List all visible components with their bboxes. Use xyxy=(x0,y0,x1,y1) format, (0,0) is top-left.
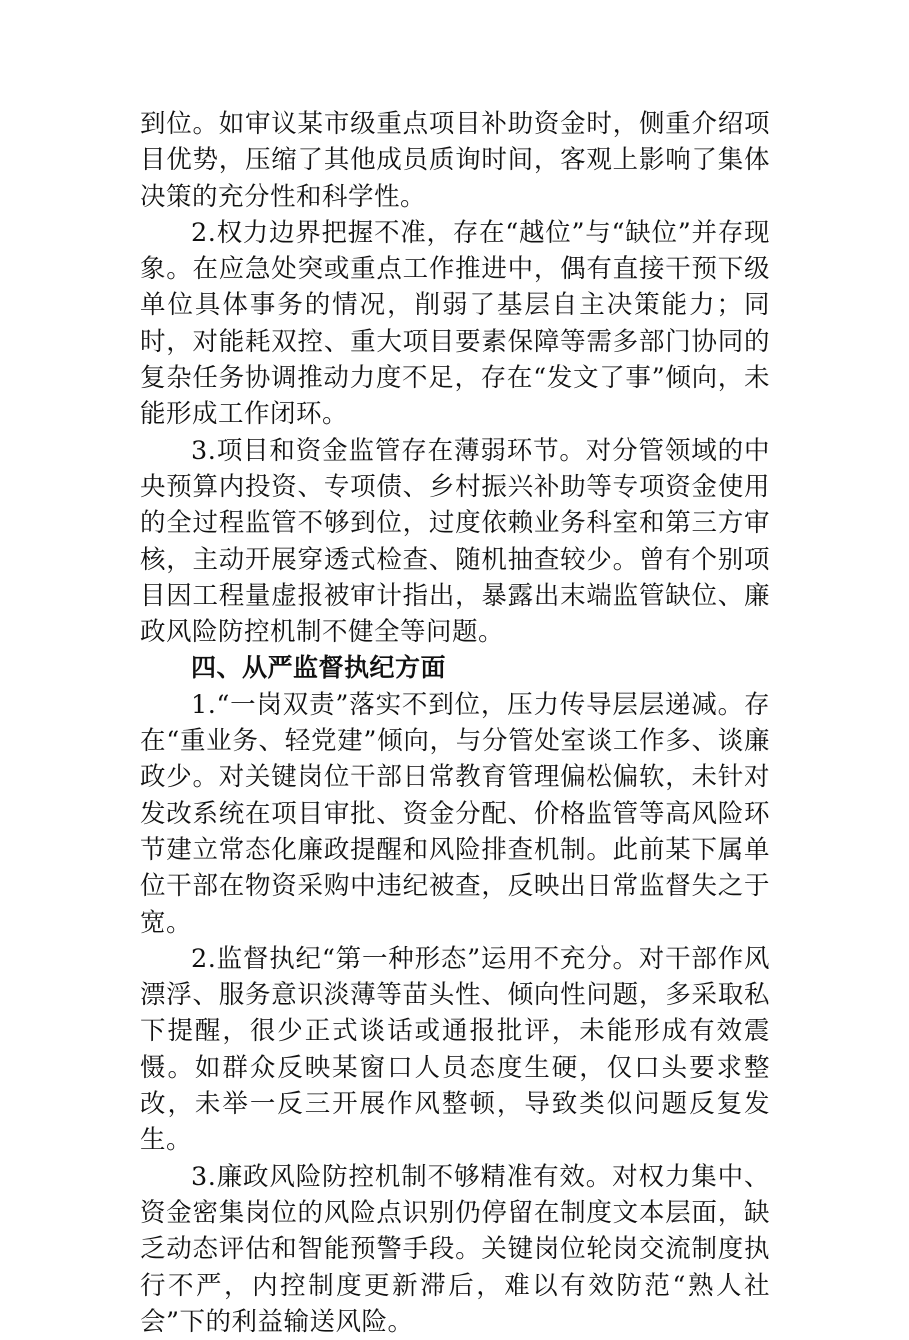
paragraph-power-boundary: 2.权力边界把握不准，存在“越位”与“缺位”并存现象。在应急处突或重点工作推进中，偶有直接干预下级单位具体事务的情况，削弱了基层自主决策能力；同时，对能耗双控、重大项目要素保障等需多部门协同的复杂任务协调推动力度不足，存在“发文了事”倾向，未能形成工作闭环。 xyxy=(140,217,770,430)
paragraph-dual-responsibility: 1.“一岗双责”落实不到位，压力传导层层递减。存在“重业务、轻党建”倾向，与分管处室谈工作多、谈廉政少。对关键岗位干部日常教育管理偏松偏软，未针对发改系统在项目审批、资金分配、价格监管等高风险环节建立常态化廉政提醒和风险排查机制。此前某下属单位干部在物资采购中违纪被查，反映出日常监督失之于宽。 xyxy=(140,689,770,938)
paragraph-fund-supervision: 3.项目和资金监管存在薄弱环节。对分管领域的中央预算内投资、专项债、乡村振兴补助等专项资金使用的全过程监管不够到位，过度依赖业务科室和第三方审核，主动开展穿透式检查、随机抽查较少。曾有个别项目因工程量虚报被审计指出，暴露出末端监管缺位、廉政风险防控机制不健全等问题。 xyxy=(140,435,770,648)
paragraph-risk-control: 3.廉政风险防控机制不够精准有效。对权力集中、资金密集岗位的风险点识别仍停留在制度文本层面，缺乏动态评估和智能预警手段。关键岗位轮岗交流制度执行不严，内控制度更新滞后，难以有效防范“熟人社会”下的利益输送风险。 xyxy=(140,1161,770,1337)
document-body xyxy=(140,106,770,1340)
section-heading: 四、从严监督执纪方面 xyxy=(191,653,447,683)
paragraph-first-form: 2.监督执纪“第一种形态”运用不充分。对干部作风漂浮、服务意识淡薄等苗头性、倾向性问题，多采取私下提醒，很少正式谈话或通报批评，未能形成有效震慑。如群众反映某窗口人员态度生硬，仅口头要求整改，未举一反三开展作风整顿，导致类似问题反复发生。 xyxy=(140,943,770,1156)
paragraph-continuation: 到位。如审议某市级重点项目补助资金时，侧重介绍项目优势，压缩了其他成员质询时间，客观上影响了集体决策的充分性和科学性。 xyxy=(140,109,770,212)
